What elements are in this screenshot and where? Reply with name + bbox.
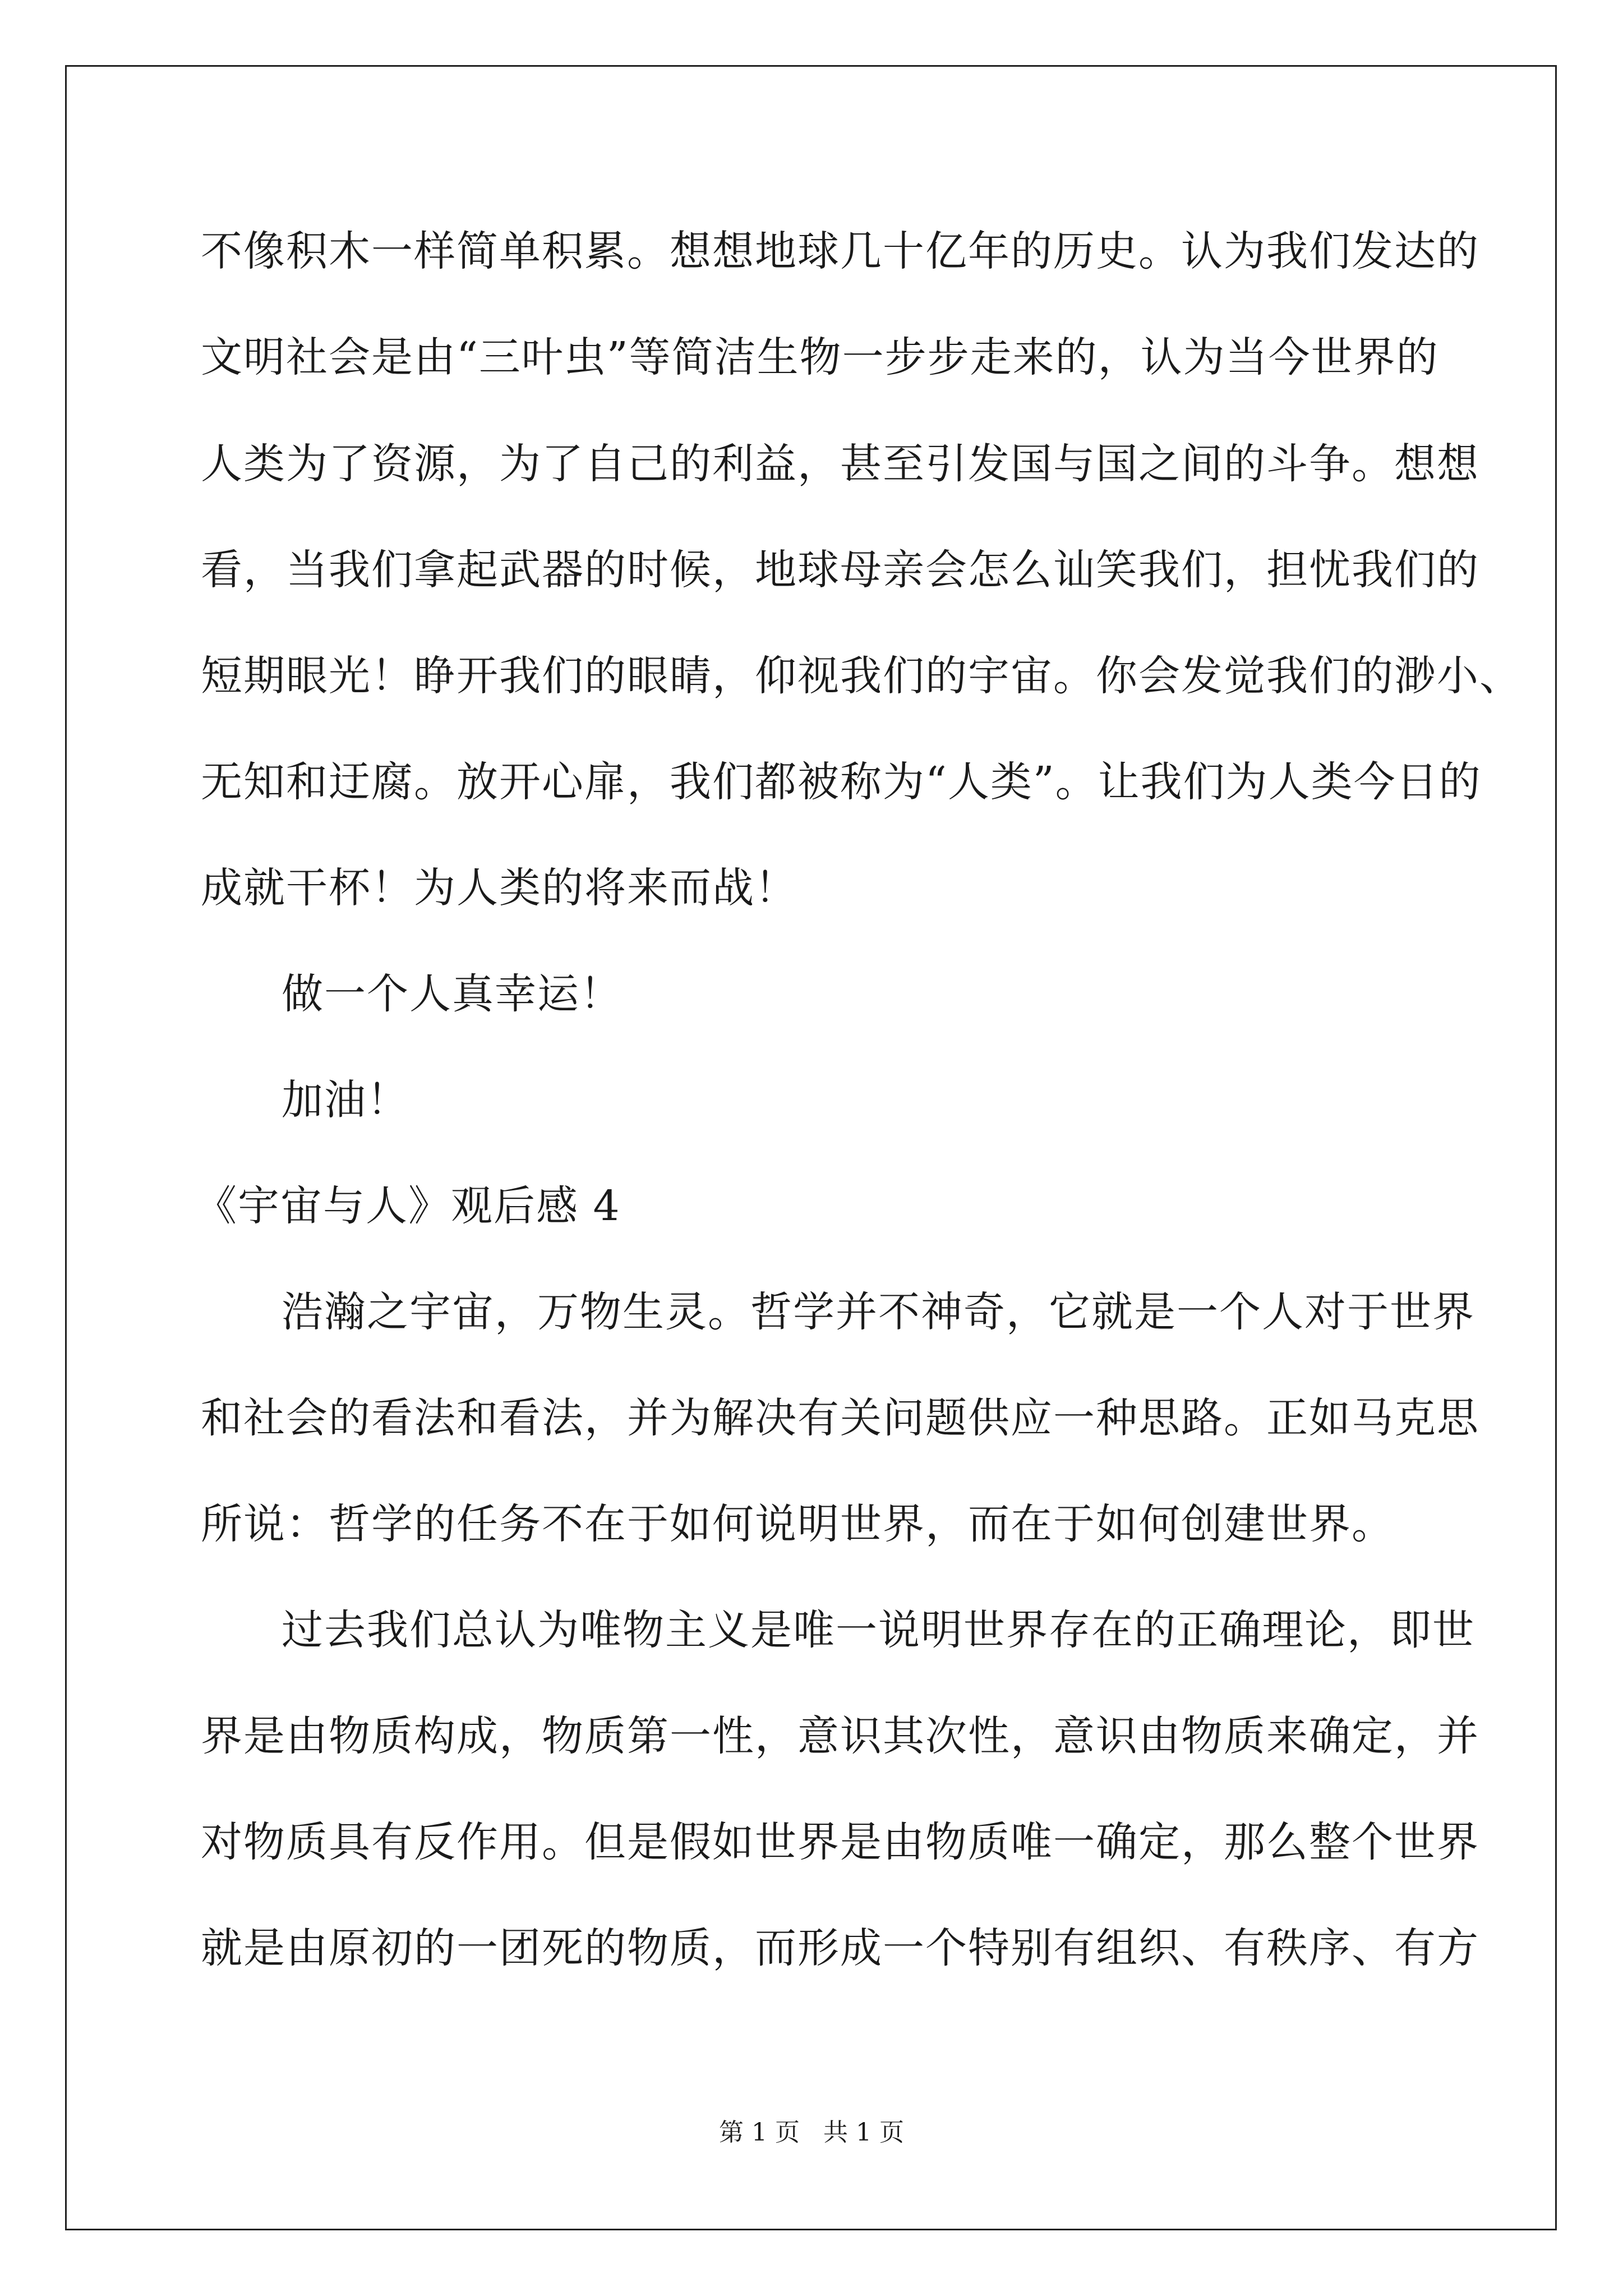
text-line: 界是由物质构成，物质第一性，意识其次性，意识由物质来确定，并 bbox=[201, 1712, 1479, 1760]
text-line: 人类为了资源，为了自己的利益，甚至引发国与国之间的斗争。想想 bbox=[201, 440, 1479, 488]
text-line: 成就干杯！为人类的将来而战！ bbox=[201, 864, 797, 912]
text-line: 浩瀚之宇宙，万物生灵。哲学并不神奇，它就是一个人对于世界 bbox=[282, 1288, 1475, 1336]
text-line: 就是由原初的一团死的物质，而形成一个特别有组织、有秩序、有方 bbox=[201, 1924, 1479, 1972]
text-line: 短期眼光！睁开我们的眼睛，仰视我们的宇宙。你会发觉我们的渺小、 bbox=[201, 652, 1522, 700]
text-line: 对物质具有反作用。但是假如世界是由物质唯一确定，那么整个世界 bbox=[201, 1818, 1479, 1866]
text-line: 做一个人真幸运！ bbox=[282, 970, 623, 1018]
section-heading: 《宇宙与人》观后感 4 bbox=[195, 1182, 621, 1230]
text-line: 加油！ bbox=[282, 1076, 409, 1124]
text-line: 过去我们总认为唯物主义是唯一说明世界存在的正确理论，即世 bbox=[282, 1606, 1475, 1654]
text-line: 文明社会是由“三叶虫”等简洁生物一步步走来的，认为当今世界的 bbox=[201, 333, 1439, 381]
text-line: 不像积木一样简单积累。想想地球几十亿年的历史。认为我们发达的 bbox=[201, 227, 1479, 275]
text-line: 无知和迂腐。放开心扉，我们都被称为“人类”。让我们为人类今日的 bbox=[201, 758, 1482, 806]
text-line: 所说：哲学的任务不在于如何说明世界，而在于如何创建世界。 bbox=[201, 1500, 1394, 1548]
text-line: 和社会的看法和看法，并为解决有关问题供应一种思路。正如马克思 bbox=[201, 1394, 1479, 1442]
text-line: 看，当我们拿起武器的时候，地球母亲会怎么讪笑我们，担忧我们的 bbox=[201, 546, 1479, 594]
page-border bbox=[65, 65, 1557, 2230]
page-footer: 第 1 页 共 1 页 bbox=[719, 2118, 904, 2147]
